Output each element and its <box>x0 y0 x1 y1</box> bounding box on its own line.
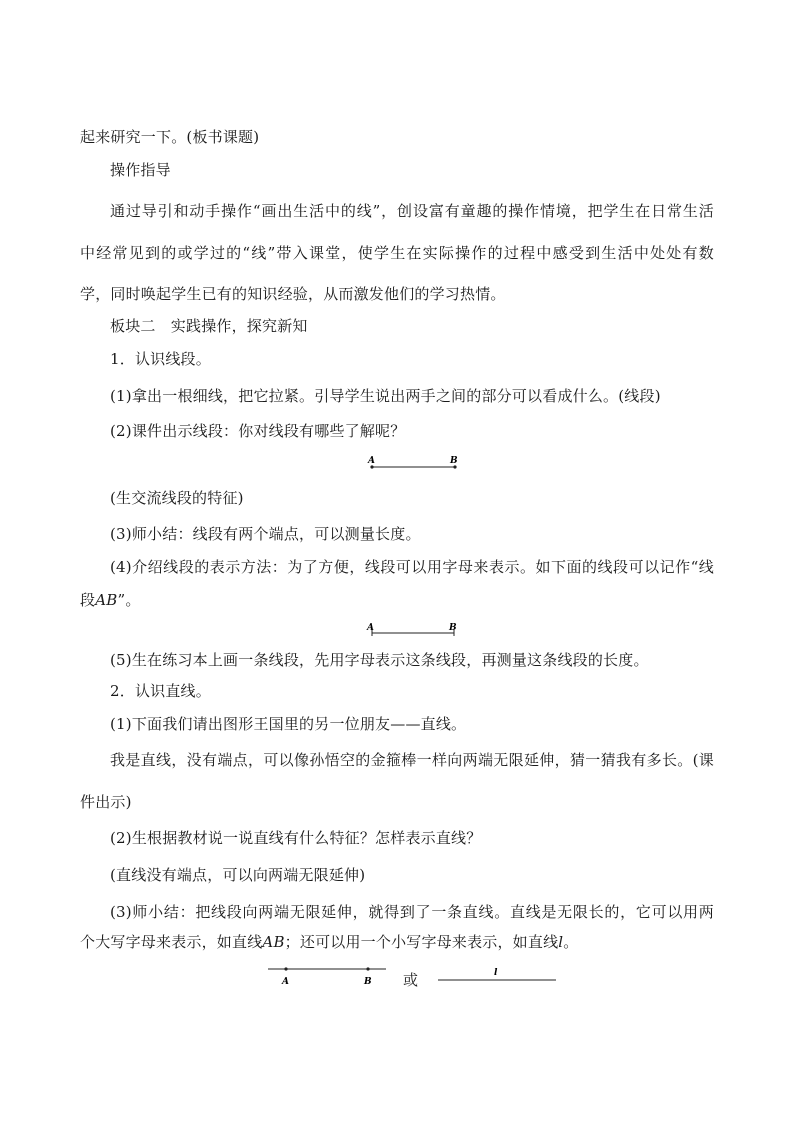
label-b: B <box>364 977 372 987</box>
list-item: (2)课件出示线段：你对线段有哪些了解呢？ <box>110 422 406 440</box>
or-text: 或 <box>403 971 419 989</box>
text-line <box>80 590 714 610</box>
list-item: (2)生根据教材说一说直线有什么特征？怎样表示直线？ <box>110 829 482 847</box>
segment-name: AB <box>95 591 118 609</box>
text-line: 学，同时唤起学生已有的知识经验，从而激发他们的学习热情。 <box>80 285 506 303</box>
label-b: B <box>449 623 457 633</box>
line-l-figure <box>436 962 560 990</box>
label-a: A <box>367 623 374 633</box>
section-heading: 板块二 实践操作，探究新知 <box>110 317 308 335</box>
line-ab-figure <box>264 960 394 994</box>
list-item: (直线没有端点，可以向两端无限延伸) <box>110 866 366 884</box>
list-item: 2．认识直线。 <box>110 682 211 700</box>
point-a <box>284 967 287 970</box>
text-line <box>80 932 714 952</box>
label-a: A <box>282 977 289 987</box>
text-fragment: 。 <box>563 933 579 951</box>
line-name-l: l <box>558 933 564 951</box>
segment-figure-1 <box>362 452 462 478</box>
section-heading: 操作指导 <box>110 161 171 179</box>
list-item: (4)介绍线段的表示方法：为了方便，线段可以用字母来表示。如下面的线段可以记作“线 <box>110 558 714 576</box>
line-name-ab: AB <box>262 933 285 951</box>
list-item: (3)师小结：把线段向两端无限延伸，就得到了一条直线。直线是无限长的，它可以用两 <box>110 903 714 921</box>
text-line: 中经常见到的或学过的“线”带入课堂，使学生在实际操作的过程中感受到生活中处处有数 <box>80 244 714 262</box>
text-fragment: ”。 <box>117 591 141 609</box>
list-item: (1)下面我们请出图形王国里的另一位朋友——直线。 <box>110 715 467 733</box>
text-line: 起来研究一下。(板书课题) <box>80 128 260 146</box>
text-line: 件出示) <box>80 793 132 811</box>
segment-figure-2 <box>362 618 462 644</box>
list-item: (1)拿出一根细线，把它拉紧。引导学生说出两手之间的部分可以看成什么。(线段) <box>110 387 661 405</box>
point-b <box>366 967 369 970</box>
label-l: l <box>494 968 498 978</box>
text-fragment: 段 <box>80 591 96 609</box>
text-line: 通过导引和动手操作“画出生活中的线”，创设富有童趣的操作情境，把学生在日常生活 <box>110 202 714 220</box>
text-fragment: 个大写字母来表示，如直线 <box>80 933 263 951</box>
list-item: (生交流线段的特征) <box>110 489 244 507</box>
label-a: A <box>368 456 375 466</box>
text-line: 我是直线，没有端点，可以像孙悟空的金箍棒一样向两端无限延伸，猜一猜我有多长。(课 <box>110 751 714 769</box>
label-b: B <box>450 456 458 466</box>
list-item: 1．认识线段。 <box>110 350 211 368</box>
text-fragment: ；还可以用一个小写字母来表示，如直线 <box>284 933 559 951</box>
list-item: (3)师小结：线段有两个端点，可以测量长度。 <box>110 525 421 543</box>
list-item: (5)生在练习本上画一条线段，先用字母表示这条线段，再测量这条线段的长度。 <box>110 651 649 669</box>
